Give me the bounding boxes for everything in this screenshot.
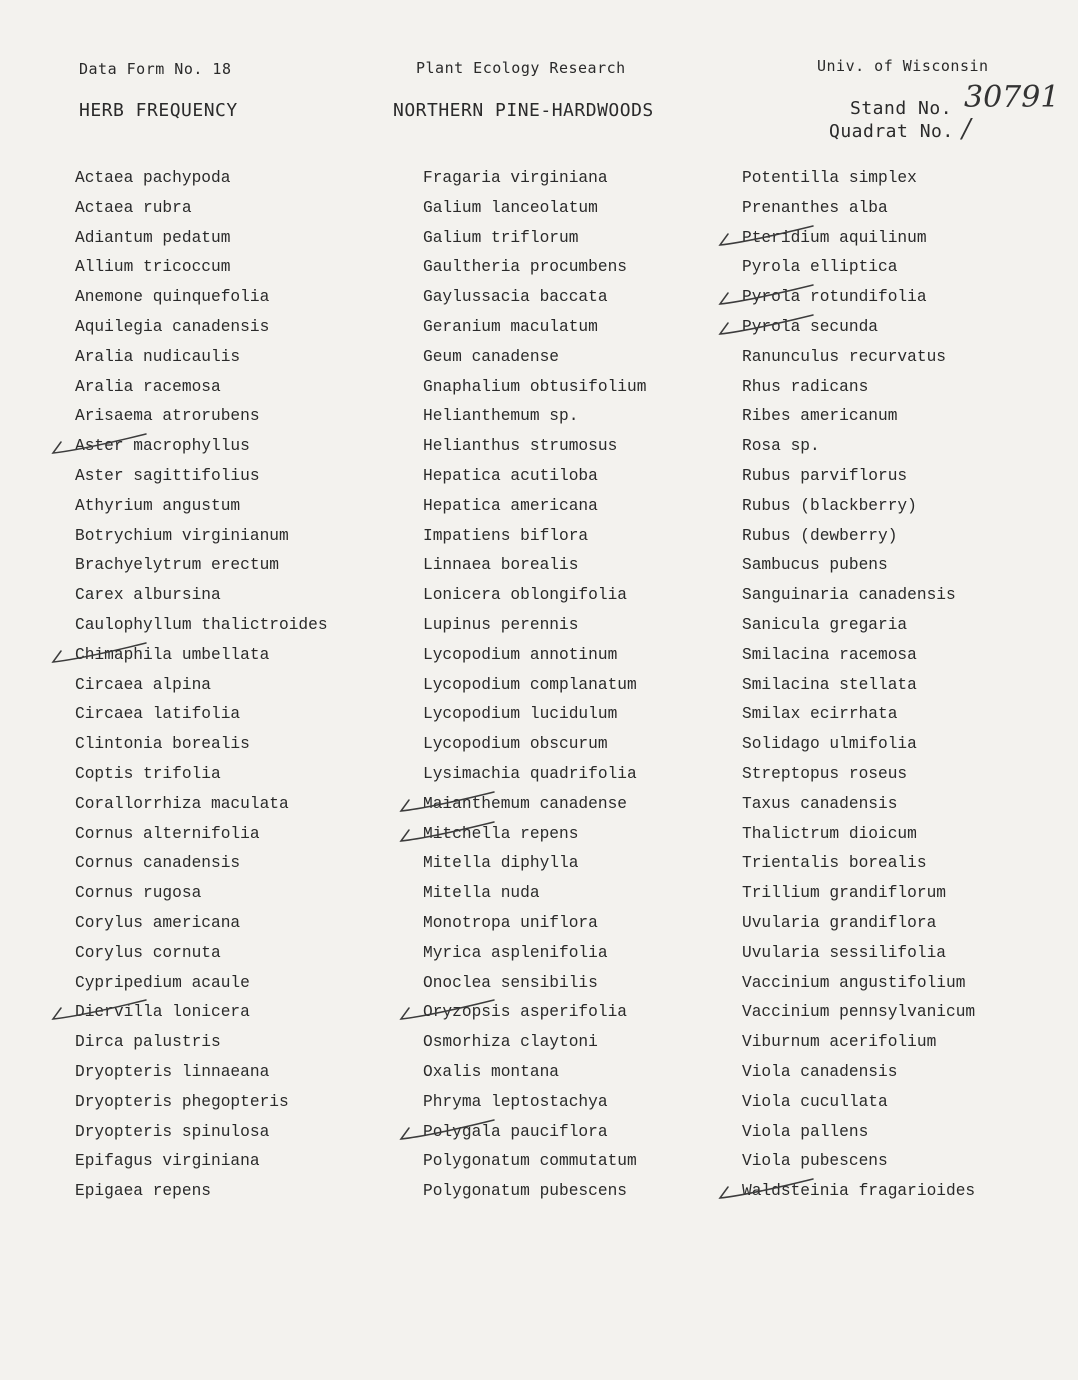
species-item bbox=[742, 1000, 975, 1030]
species-name: Solidago ulmifolia bbox=[742, 735, 917, 754]
species-name: Helianthemum sp. bbox=[423, 407, 579, 426]
species-name: Rhus radicans bbox=[742, 377, 869, 396]
species-name: Corylus americana bbox=[75, 913, 241, 932]
species-item bbox=[423, 941, 646, 971]
species-name: Caulophyllum thalictroides bbox=[75, 615, 328, 634]
species-item bbox=[423, 1000, 646, 1030]
species-item bbox=[75, 345, 328, 375]
species-item bbox=[742, 732, 975, 762]
species-name: Smilacina stellata bbox=[742, 675, 917, 694]
species-name: Polygonatum pubescens bbox=[423, 1182, 627, 1201]
stand-label: Stand No. bbox=[850, 98, 953, 119]
species-item bbox=[75, 881, 328, 911]
species-item bbox=[423, 1060, 646, 1090]
species-name: Helianthus strumosus bbox=[423, 437, 618, 456]
species-item bbox=[75, 434, 328, 464]
species-item bbox=[423, 524, 646, 554]
species-name: Dryopteris linnaeana bbox=[75, 1062, 270, 1081]
species-name: Smilax ecirrhata bbox=[742, 705, 898, 724]
species-item bbox=[423, 1149, 646, 1179]
species-name: Clintonia borealis bbox=[75, 735, 250, 754]
organization: Plant Ecology Research bbox=[416, 59, 626, 77]
species-name: Viola pallens bbox=[742, 1122, 869, 1141]
species-item bbox=[75, 792, 328, 822]
species-item bbox=[742, 613, 975, 643]
species-item bbox=[742, 881, 975, 911]
species-item bbox=[742, 464, 975, 494]
species-name: Geum canadense bbox=[423, 347, 559, 366]
species-name: Polygonatum commutatum bbox=[423, 1152, 637, 1171]
form-title: HERB FREQUENCY bbox=[79, 100, 238, 121]
species-item bbox=[742, 673, 975, 703]
species-name: Dryopteris spinulosa bbox=[75, 1122, 270, 1141]
species-name: Pteridium aquilinum bbox=[742, 228, 927, 247]
species-column-2 bbox=[423, 166, 646, 1209]
species-name: Aster sagittifolius bbox=[75, 466, 260, 485]
species-name: Potentilla simplex bbox=[742, 169, 917, 187]
species-item bbox=[75, 971, 328, 1001]
species-name: Epifagus virginiana bbox=[75, 1152, 260, 1171]
species-name: Hepatica acutiloba bbox=[423, 466, 598, 485]
species-name: Pyrola secunda bbox=[742, 317, 878, 336]
species-item bbox=[423, 404, 646, 434]
species-item bbox=[423, 702, 646, 732]
species-name: Athyrium angustum bbox=[75, 496, 241, 515]
species-name: Corylus cornuta bbox=[75, 943, 221, 962]
species-item bbox=[423, 315, 646, 345]
species-name: Cornus alternifolia bbox=[75, 824, 260, 843]
quadrat-number: / bbox=[962, 114, 971, 144]
species-item bbox=[423, 583, 646, 613]
species-item bbox=[742, 911, 975, 941]
species-item bbox=[423, 494, 646, 524]
species-column-3 bbox=[742, 166, 975, 1209]
species-item bbox=[423, 792, 646, 822]
species-item bbox=[75, 285, 328, 315]
species-item bbox=[75, 255, 328, 285]
species-name: Mitella diphylla bbox=[423, 854, 579, 873]
form-number: Data Form No. 18 bbox=[79, 60, 232, 78]
species-item bbox=[75, 822, 328, 852]
species-item bbox=[423, 196, 646, 226]
species-item bbox=[742, 851, 975, 881]
species-item bbox=[423, 643, 646, 673]
species-item bbox=[423, 345, 646, 375]
species-name: Lysimachia quadrifolia bbox=[423, 764, 637, 783]
species-item bbox=[742, 1090, 975, 1120]
species-item bbox=[75, 196, 328, 226]
species-item bbox=[742, 315, 975, 345]
species-name: Chimaphila umbellata bbox=[75, 645, 270, 664]
species-name: Lycopodium complanatum bbox=[423, 675, 637, 694]
species-name: Diervilla lonicera bbox=[75, 1003, 250, 1022]
species-item bbox=[742, 1149, 975, 1179]
species-item bbox=[742, 553, 975, 583]
species-item bbox=[75, 375, 328, 405]
species-item bbox=[75, 166, 328, 196]
species-name: Aquilegia canadensis bbox=[75, 317, 270, 336]
species-item bbox=[423, 464, 646, 494]
species-item bbox=[742, 1179, 975, 1209]
species-item bbox=[423, 1179, 646, 1209]
species-item bbox=[423, 553, 646, 583]
species-item bbox=[742, 404, 975, 434]
species-item bbox=[423, 255, 646, 285]
species-item bbox=[742, 941, 975, 971]
species-item bbox=[423, 166, 646, 196]
species-name: Rosa sp. bbox=[742, 437, 820, 456]
species-item bbox=[742, 494, 975, 524]
species-name: Sambucus pubens bbox=[742, 556, 888, 575]
species-item bbox=[742, 1030, 975, 1060]
species-name: Thalictrum dioicum bbox=[742, 824, 917, 843]
species-item bbox=[742, 166, 975, 196]
species-item bbox=[423, 881, 646, 911]
species-item bbox=[75, 762, 328, 792]
species-item bbox=[75, 911, 328, 941]
species-name: Gnaphalium obtusifolium bbox=[423, 377, 647, 396]
species-item bbox=[75, 643, 328, 673]
species-name: Rubus parviflorus bbox=[742, 466, 908, 485]
species-name: Geranium maculatum bbox=[423, 317, 598, 336]
community-title: NORTHERN PINE-HARDWOODS bbox=[393, 100, 654, 121]
species-name: Ranunculus recurvatus bbox=[742, 347, 946, 366]
species-name: Linnaea borealis bbox=[423, 556, 579, 575]
species-item bbox=[75, 494, 328, 524]
species-name: Viola pubescens bbox=[742, 1152, 888, 1171]
species-name: Cypripedium acaule bbox=[75, 973, 250, 992]
species-item bbox=[75, 1149, 328, 1179]
species-name: Aster macrophyllus bbox=[75, 437, 250, 456]
species-item bbox=[742, 971, 975, 1001]
species-item bbox=[423, 226, 646, 256]
species-name: Prenanthes alba bbox=[742, 198, 888, 217]
species-name: Waldsteinia fragarioides bbox=[742, 1182, 976, 1201]
species-name: Fragaria virginiana bbox=[423, 169, 608, 187]
species-item bbox=[75, 613, 328, 643]
species-item bbox=[75, 851, 328, 881]
species-name: Onoclea sensibilis bbox=[423, 973, 598, 992]
species-name: Mitchella repens bbox=[423, 824, 579, 843]
species-item bbox=[75, 1060, 328, 1090]
species-item bbox=[742, 375, 975, 405]
species-item bbox=[75, 315, 328, 345]
species-item bbox=[742, 1060, 975, 1090]
species-item bbox=[423, 851, 646, 881]
species-item bbox=[423, 1090, 646, 1120]
species-item bbox=[742, 226, 975, 256]
species-item bbox=[742, 1120, 975, 1150]
species-name: Aralia racemosa bbox=[75, 377, 221, 396]
species-name: Pyrola elliptica bbox=[742, 258, 898, 277]
species-name: Phryma leptostachya bbox=[423, 1092, 608, 1111]
species-name: Lonicera oblongifolia bbox=[423, 586, 627, 605]
species-name: Cornus canadensis bbox=[75, 854, 241, 873]
species-name: Galium triflorum bbox=[423, 228, 579, 247]
species-item bbox=[742, 434, 975, 464]
species-name: Trientalis borealis bbox=[742, 854, 927, 873]
species-item bbox=[742, 255, 975, 285]
species-name: Dryopteris phegopteris bbox=[75, 1092, 289, 1111]
species-name: Pyrola rotundifolia bbox=[742, 288, 927, 307]
species-item bbox=[423, 1120, 646, 1150]
species-item bbox=[423, 911, 646, 941]
species-name: Allium tricoccum bbox=[75, 258, 231, 277]
species-name: Viburnum acerifolium bbox=[742, 1033, 937, 1052]
species-item bbox=[423, 673, 646, 703]
species-name: Carex albursina bbox=[75, 586, 221, 605]
species-item bbox=[75, 464, 328, 494]
species-item bbox=[75, 702, 328, 732]
species-name: Hepatica americana bbox=[423, 496, 598, 515]
species-name: Oxalis montana bbox=[423, 1062, 559, 1081]
species-item bbox=[75, 673, 328, 703]
species-name: Smilacina racemosa bbox=[742, 645, 917, 664]
species-item bbox=[423, 1030, 646, 1060]
species-name: Lycopodium obscurum bbox=[423, 735, 608, 754]
species-name: Brachyelytrum erectum bbox=[75, 556, 279, 575]
species-name: Uvularia sessilifolia bbox=[742, 943, 946, 962]
species-item bbox=[75, 1000, 328, 1030]
species-item bbox=[423, 613, 646, 643]
quadrat-label: Quadrat No. bbox=[829, 121, 954, 142]
species-name: Osmorhiza claytoni bbox=[423, 1033, 598, 1052]
species-name: Myrica asplenifolia bbox=[423, 943, 608, 962]
species-name: Actaea pachypoda bbox=[75, 169, 231, 187]
species-item bbox=[75, 524, 328, 554]
species-item bbox=[75, 941, 328, 971]
species-item bbox=[742, 583, 975, 613]
species-name: Lycopodium lucidulum bbox=[423, 705, 618, 724]
species-name: Galium lanceolatum bbox=[423, 198, 598, 217]
species-name: Aralia nudicaulis bbox=[75, 347, 241, 366]
species-name: Coptis trifolia bbox=[75, 764, 221, 783]
species-name: Rubus (blackberry) bbox=[742, 496, 917, 515]
species-item bbox=[75, 1120, 328, 1150]
species-name: Sanguinaria canadensis bbox=[742, 586, 956, 605]
species-name: Arisaema atrorubens bbox=[75, 407, 260, 426]
species-item bbox=[75, 1179, 328, 1209]
species-name: Streptopus roseus bbox=[742, 764, 908, 783]
species-name: Botrychium virginianum bbox=[75, 526, 289, 545]
species-item bbox=[423, 375, 646, 405]
species-name: Cornus rugosa bbox=[75, 884, 202, 903]
species-item bbox=[742, 702, 975, 732]
university: Univ. of Wisconsin bbox=[817, 57, 989, 75]
species-name: Viola canadensis bbox=[742, 1062, 898, 1081]
stand-number: 30791 bbox=[964, 80, 1060, 115]
species-item bbox=[742, 643, 975, 673]
species-item bbox=[742, 762, 975, 792]
species-name: Circaea alpina bbox=[75, 675, 211, 694]
species-item bbox=[423, 285, 646, 315]
species-item bbox=[75, 553, 328, 583]
species-name: Polygala pauciflora bbox=[423, 1122, 608, 1141]
species-column-1 bbox=[75, 166, 328, 1209]
species-item bbox=[742, 524, 975, 554]
species-name: Impatiens biflora bbox=[423, 526, 589, 545]
species-name: Maianthemum canadense bbox=[423, 794, 627, 813]
species-name: Corallorrhiza maculata bbox=[75, 794, 289, 813]
species-name: Vaccinium angustifolium bbox=[742, 973, 966, 992]
species-name: Gaylussacia baccata bbox=[423, 288, 608, 307]
species-item bbox=[423, 762, 646, 792]
species-item bbox=[742, 345, 975, 375]
species-name: Adiantum pedatum bbox=[75, 228, 231, 247]
species-name: Circaea latifolia bbox=[75, 705, 241, 724]
species-name: Mitella nuda bbox=[423, 884, 540, 903]
species-item bbox=[423, 822, 646, 852]
species-name: Vaccinium pennsylvanicum bbox=[742, 1003, 976, 1022]
species-item bbox=[742, 196, 975, 226]
species-name: Oryzopsis asperifolia bbox=[423, 1003, 627, 1022]
species-item bbox=[423, 732, 646, 762]
species-item bbox=[75, 732, 328, 762]
species-item bbox=[423, 971, 646, 1001]
species-name: Dirca palustris bbox=[75, 1033, 221, 1052]
species-name: Gaultheria procumbens bbox=[423, 258, 627, 277]
species-item bbox=[75, 226, 328, 256]
species-name: Lupinus perennis bbox=[423, 615, 579, 634]
species-name: Anemone quinquefolia bbox=[75, 288, 270, 307]
species-name: Ribes americanum bbox=[742, 407, 898, 426]
species-name: Taxus canadensis bbox=[742, 794, 898, 813]
species-name: Viola cucullata bbox=[742, 1092, 888, 1111]
species-item bbox=[75, 1030, 328, 1060]
species-name: Sanicula gregaria bbox=[742, 615, 908, 634]
species-item bbox=[75, 1090, 328, 1120]
species-item bbox=[75, 583, 328, 613]
species-name: Lycopodium annotinum bbox=[423, 645, 618, 664]
species-name: Rubus (dewberry) bbox=[742, 526, 898, 545]
species-item bbox=[742, 285, 975, 315]
species-name: Epigaea repens bbox=[75, 1182, 211, 1201]
species-item bbox=[75, 404, 328, 434]
species-name: Uvularia grandiflora bbox=[742, 913, 937, 932]
species-name: Trillium grandiflorum bbox=[742, 884, 946, 903]
species-name: Actaea rubra bbox=[75, 198, 192, 217]
species-name: Monotropa uniflora bbox=[423, 913, 598, 932]
species-item bbox=[423, 434, 646, 464]
species-item bbox=[742, 822, 975, 852]
species-item bbox=[742, 792, 975, 822]
